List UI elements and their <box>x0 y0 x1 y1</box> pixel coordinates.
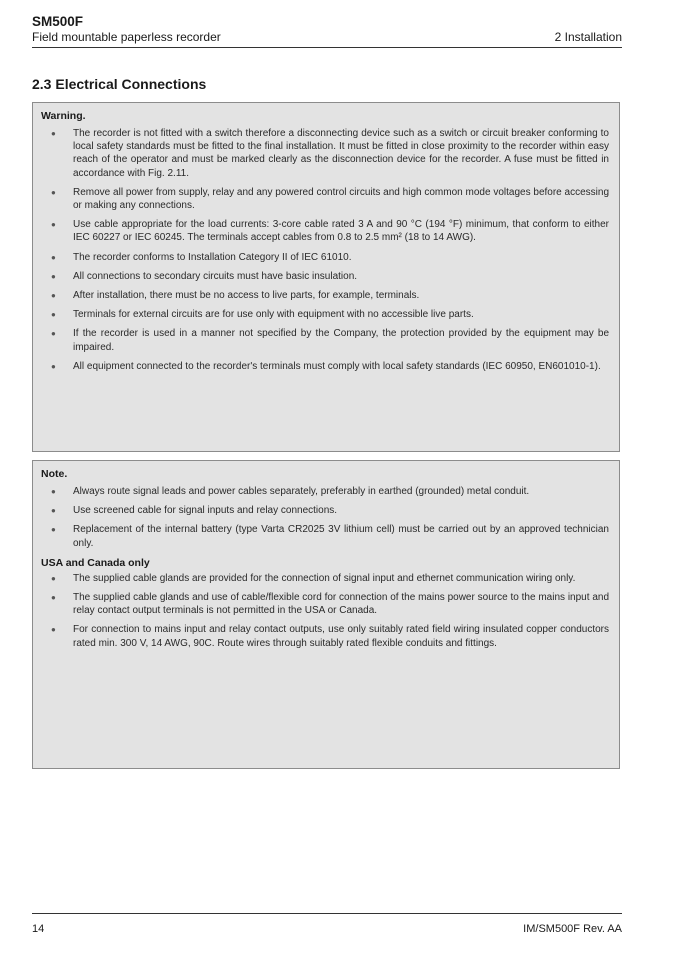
note-item: ● Use screened cable for signal inputs and relay connections. <box>41 504 609 517</box>
footer-divider <box>32 913 622 914</box>
product-name: SM500F <box>32 14 84 29</box>
warning-item: ● The recorder is not fitted with a switch therefore a disconnecting device such as a switch or circuit breaker conforming to local safety standards must be fitted to the final installation. It must be fitted in close proximity to the recorder within easy reach of the operator and must be marked clearly as the disconnection device for the recorder. A fuse must be fitted in accordance with Fig. 2.11. <box>41 127 609 180</box>
warning-item: ● All equipment connected to the recorder's terminals must comply with local safety standards (IEC 60950, EN601010-1). <box>41 360 609 373</box>
usa-canada-item: ● The supplied cable glands are provided for the connection of signal input and ethernet communication wiring only. <box>41 572 609 585</box>
warning-heading: Warning. <box>41 110 86 122</box>
warning-item: ● The recorder conforms to Installation Category II of IEC 61010. <box>41 251 609 264</box>
product-subtitle: Field mountable paperless recorder <box>32 30 221 44</box>
page-header <box>32 14 622 45</box>
warning-item: ● Remove all power from supply, relay and any powered control circuits and high common mode voltages before accessing or making any connections. <box>41 186 609 212</box>
warning-item: ● All connections to secondary circuits must have basic insulation. <box>41 270 609 283</box>
usa-canada-heading: USA and Canada only <box>41 556 150 569</box>
warning-list <box>41 127 609 373</box>
section-title: 2.3 Electrical Connections <box>32 76 207 92</box>
document-code: IM/SM500F Rev. AA <box>523 923 622 935</box>
note-list <box>41 485 609 550</box>
page-footer <box>32 922 622 936</box>
warning-box <box>32 102 620 452</box>
warning-item: ● Use cable appropriate for the load currents: 3-core cable rated 3 A and 90 °C (194 °F) minimum, that conform to either IEC 60227 or IEC 60245. The terminals accept cables from 0.8 to 2.5 mm² (18 to 14 AWG). <box>41 218 609 244</box>
page-number: 14 <box>32 923 45 935</box>
header-divider <box>32 47 622 48</box>
note-heading: Note. <box>41 468 68 480</box>
header-row <box>32 30 622 45</box>
warning-item: ● Terminals for external circuits are for use only with equipment with no accessible live parts. <box>41 308 609 321</box>
chapter-title: 2 Installation <box>554 30 622 44</box>
note-item: ● Always route signal leads and power cables separately, preferably in earthed (grounded) metal conduit. <box>41 485 609 498</box>
usa-canada-list <box>41 572 609 650</box>
usa-canada-item: ● For connection to mains input and relay contact outputs, use only suitably rated field wiring insulated copper conductors rated min. 300 V, 14 AWG, 90C. Route wires through suitably rated flexible conduits and fittings. <box>41 623 609 649</box>
warning-item: ● After installation, there must be no access to live parts, for example, terminals. <box>41 289 609 302</box>
warning-item: ● If the recorder is used in a manner not specified by the Company, the protection provided by the equipment may be impaired. <box>41 327 609 353</box>
note-item: ● Replacement of the internal battery (type Varta CR2025 3V lithium cell) must be carried out by an approved technician only. <box>41 523 609 549</box>
note-box <box>32 460 620 769</box>
usa-canada-item: ● The supplied cable glands and use of cable/flexible cord for connection of the mains power source to the mains input and relay contact output terminals is not permitted in the USA or Canada. <box>41 591 609 617</box>
